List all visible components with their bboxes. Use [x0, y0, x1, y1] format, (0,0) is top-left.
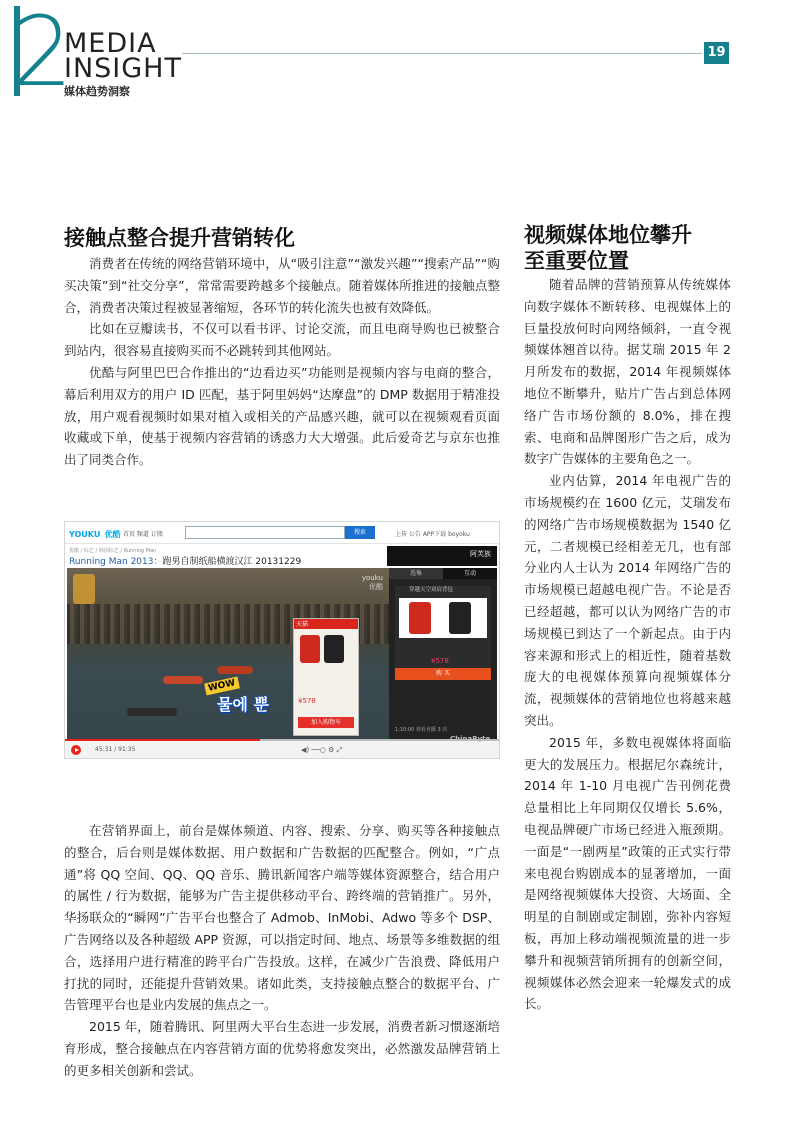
right-heading-line1: 视频媒体地位攀升 [524, 223, 692, 247]
boat [217, 666, 253, 674]
tab-episodes[interactable]: 选集 [409, 570, 422, 577]
player-controls [65, 740, 499, 758]
header-rule [182, 53, 702, 54]
play-icon[interactable] [71, 745, 81, 755]
tab-interact[interactable]: 互动 [443, 568, 497, 579]
paragraph: 随着品牌的营销预算从传统媒体向数字媒体不断转移、电视媒体上的巨量投放何时向网络倾斜，一直令视频媒体翘首以待。据艾瑞 2015 年 2 月所发布的数据，2014 年视频媒体地位不断攀升，贴片广告占到总体网络广告市场份额的 8.0%，排在搜索、电商和品牌图形广告之后，成为数字广告媒体的主要角色之一。 [524, 277, 731, 467]
product-image [399, 598, 487, 638]
youku-screenshot [64, 521, 500, 759]
search-button[interactable]: 搜索 [345, 526, 375, 539]
breadcrumb: 优酷 / 综艺 / 韩国综艺 / Running Man [69, 548, 157, 554]
brand-insight: INSIGHT [64, 53, 182, 84]
video-title: Running Man 2013：跑男自制纸船横渡汉江 20131229 [69, 557, 302, 567]
youku-nav: 首页 频道 订阅 [123, 531, 163, 538]
ad-price: ¥578 [298, 697, 316, 705]
korean-caption: 물에 뿐 [217, 695, 269, 714]
brand-media: MEDIA [64, 28, 157, 59]
page-number: 19 [704, 42, 729, 64]
boat [127, 708, 177, 716]
left-column-top [64, 253, 500, 471]
add-to-cart-button[interactable]: 加入购物车 [298, 717, 354, 728]
video-player[interactable] [67, 568, 389, 740]
source-watermark: ChinaByte [450, 735, 491, 743]
running-man-logo [73, 574, 95, 604]
brand-chinese: 媒体趋势洞察 [64, 85, 130, 98]
youku-top-links: 上传 公告 APP下载 boyoku [395, 531, 470, 538]
right-heading-line2: 至重要位置 [524, 249, 629, 273]
playback-time: 45:31 / 91:35 [95, 746, 136, 753]
youku-watermark: youku 优酷 [361, 574, 383, 591]
paragraph: 2015 年，随着腾讯、阿里两大平台生态进一步发展，消费者新习惯逐渐培育形成，整合接触点在内容营销方面的优势将愈发突出，必然激发品牌营销上的更多相关创新和尝试。 [64, 1019, 500, 1078]
black-backpack-image [449, 602, 471, 634]
paragraph: 业内估算，2014 年电视广告的市场规模约在 1600 亿元，艾瑞发布的网络广告市场规模数据为 1540 亿元，二者规模已经相差无几，也有部分业内人士认为 2014 年网络广告的市场规模已超越电视广告。不论是否已经超越，都可以认为网络广告的市场规模已到达了一个新起点。由于内容来源和形式上的相近性，随着基数庞大的电视媒体预算向视频媒体分流，视频媒体的营销地位也将越来越突出。 [524, 473, 731, 728]
right-column [524, 274, 731, 1015]
paragraph: 比如在豆瓣读书，不仅可以看书评、讨论交流，而且电商导购也已被整合到站内，很容易直接购买而不必跳转到其他网站。 [64, 321, 500, 359]
wow-caption: WOW [204, 677, 239, 696]
progress-bar[interactable] [65, 739, 499, 741]
youku-logo: YOUKU 优酷 [69, 530, 121, 539]
product-name: 穿越天空双肩背包 [409, 587, 454, 593]
issue-number: 2 [12, 0, 70, 108]
product-price: ¥578 [431, 657, 449, 665]
video-sidebar [389, 568, 497, 740]
red-backpack-image [409, 602, 431, 634]
sidebar-product-card[interactable] [395, 586, 491, 680]
ad-banner: 阿芙族 [387, 546, 497, 566]
red-backpack-image [300, 635, 320, 663]
search-input[interactable] [185, 526, 345, 539]
black-backpack-image [324, 635, 344, 663]
paragraph: 优酷与阿里巴巴合作推出的“边看边买”功能则是视频内容与电商的整合，幕后利用双方的用户 ID 匹配，基于阿里妈妈“达摩盘”的 DMP 数据用于精准投放，用户观看视频时如果对植入或相关的产品感兴趣，就可以在视频观看页面收藏或下单，使基于视频内容营销的诱惑力大大增强。此后爱奇艺与京东也推出了同类合作。 [64, 364, 500, 468]
right-heading [524, 222, 739, 274]
paragraph: 2015 年，多数电视媒体将面临更大的发展压力。根据尼尔森统计，2014 年 1-10 月电视广告刊例花费总量相比上年同期仅仅增长 5.6%，电视品牌硬广市场已经进入瓶颈期。一面是“一剧两星”政策的正式实行带来电视台购剧成本的显著增加，一面是网络视频媒体大投资、大场面、全明星的自制剧或定制剧，弥补内容短板，再加上移动端视频流量的进一步攀升和视频营销所拥有的创新空间，视频媒体必然会迎来一轮爆发式的成长。 [524, 734, 731, 1012]
buy-button[interactable]: 购 买 [395, 668, 491, 680]
left-heading: 接触点整合提升营销转化 [64, 226, 295, 250]
sidebar-tabs [389, 568, 497, 579]
in-video-product-ad[interactable] [293, 618, 359, 736]
volume-icon[interactable]: ◀) ──○ ⚙ ⤢ [301, 746, 343, 754]
left-column-bottom [64, 820, 500, 1082]
sidebar-footer: 1:10:00 观看直播 3 次 [395, 727, 448, 733]
ad-head: 天猫 [294, 619, 358, 629]
paragraph: 在营销界面上，前台是媒体频道、内容、搜索、分享、购买等各种接触点的整合，后台则是媒体数据、用户数据和广告数据的匹配整合。例如，“广点通”将 QQ 空间、QQ、QQ 音乐、腾讯新闻客户端等媒体资源整合，结合用户的属性 / 行为数据，能够为广告主提供移动平台、跨终端的营销推广。另外，华扬联众的“瞬网”广告平台也整合了 Admob、InMobi、Adwo 等多个 DSP、广告网络以及各种超级 APP 资源，可以指定时间、地点、场景等多维数据的组合，选择用户进行精准的跨平台广告投放。这样，在减少广告浪费、降低用户打扰的同时，还能提升营销效果。诸如此类，支持接触点整合的数据平台、广告管理平台也是业内发展的焦点之一。 [64, 823, 500, 1013]
boat [163, 676, 203, 684]
paragraph: 消费者在传统的网络营销环境中，从“吸引注意”“激发兴趣”“搜索产品”“购买决策”到“社交分享”，常常需要跨越多个接触点。随着媒体所推进的接触点整合，消费者决策过程被显著缩短，各环节的转化流失也被有效降低。 [64, 256, 500, 315]
youku-topbar [65, 522, 499, 544]
